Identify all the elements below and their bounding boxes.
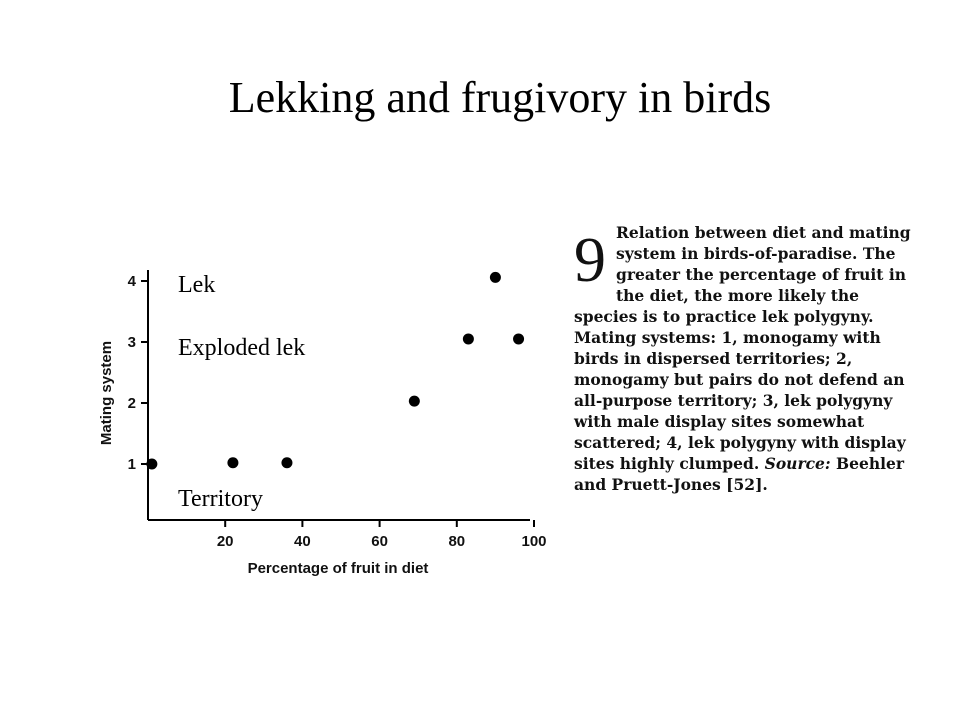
data-point [409, 396, 420, 407]
caption-body: in birds-of-paradise. The greater the percentage of fruit in the diet, the more likely the species is to practice lek polygyny. Mating systems: 1, monogamy with birds in dispersed territories; 2, monogamy but pairs do not defend an all-purpose territory; 3, lek polygyny with male display sites somewhat scattered; 4, lek polygyny with display sites highly clumped. [574, 244, 907, 473]
caption-figure-number: 9 [574, 224, 606, 295]
x-tick-label: 100 [521, 533, 547, 550]
data-point [513, 333, 524, 344]
caption-source-text: Beehler and Pruett-Jones [52]. [574, 454, 905, 494]
data-point [281, 457, 292, 468]
label-lek: Lek [178, 272, 216, 298]
y-tick-label: 4 [127, 273, 136, 290]
y-ticks [128, 273, 148, 473]
label-exploded-lek: Exploded lek [178, 335, 306, 361]
figure-caption [574, 222, 914, 495]
slide-title: Lekking and frugivory in birds [228, 73, 772, 122]
data-points [146, 272, 524, 470]
data-point [146, 459, 157, 470]
y-tick-label: 3 [127, 334, 136, 351]
y-axis-title: Mating system [98, 340, 115, 446]
x-tick-label: 80 [448, 533, 466, 550]
label-territory: Territory [178, 486, 263, 512]
data-point [227, 457, 238, 468]
y-tick-label: 2 [127, 395, 136, 412]
data-point [490, 272, 501, 283]
y-tick-label: 1 [127, 456, 136, 473]
x-ticks [217, 520, 547, 550]
data-point [463, 333, 474, 344]
x-axis-title: Percentage of fruit in diet [247, 560, 429, 577]
caption-lead: Relation between diet and mating system [616, 223, 911, 263]
x-tick-label: 40 [294, 533, 311, 550]
x-tick-label: 20 [216, 533, 234, 550]
caption-source-label: Source: [764, 454, 831, 473]
x-tick-label: 60 [371, 533, 388, 550]
